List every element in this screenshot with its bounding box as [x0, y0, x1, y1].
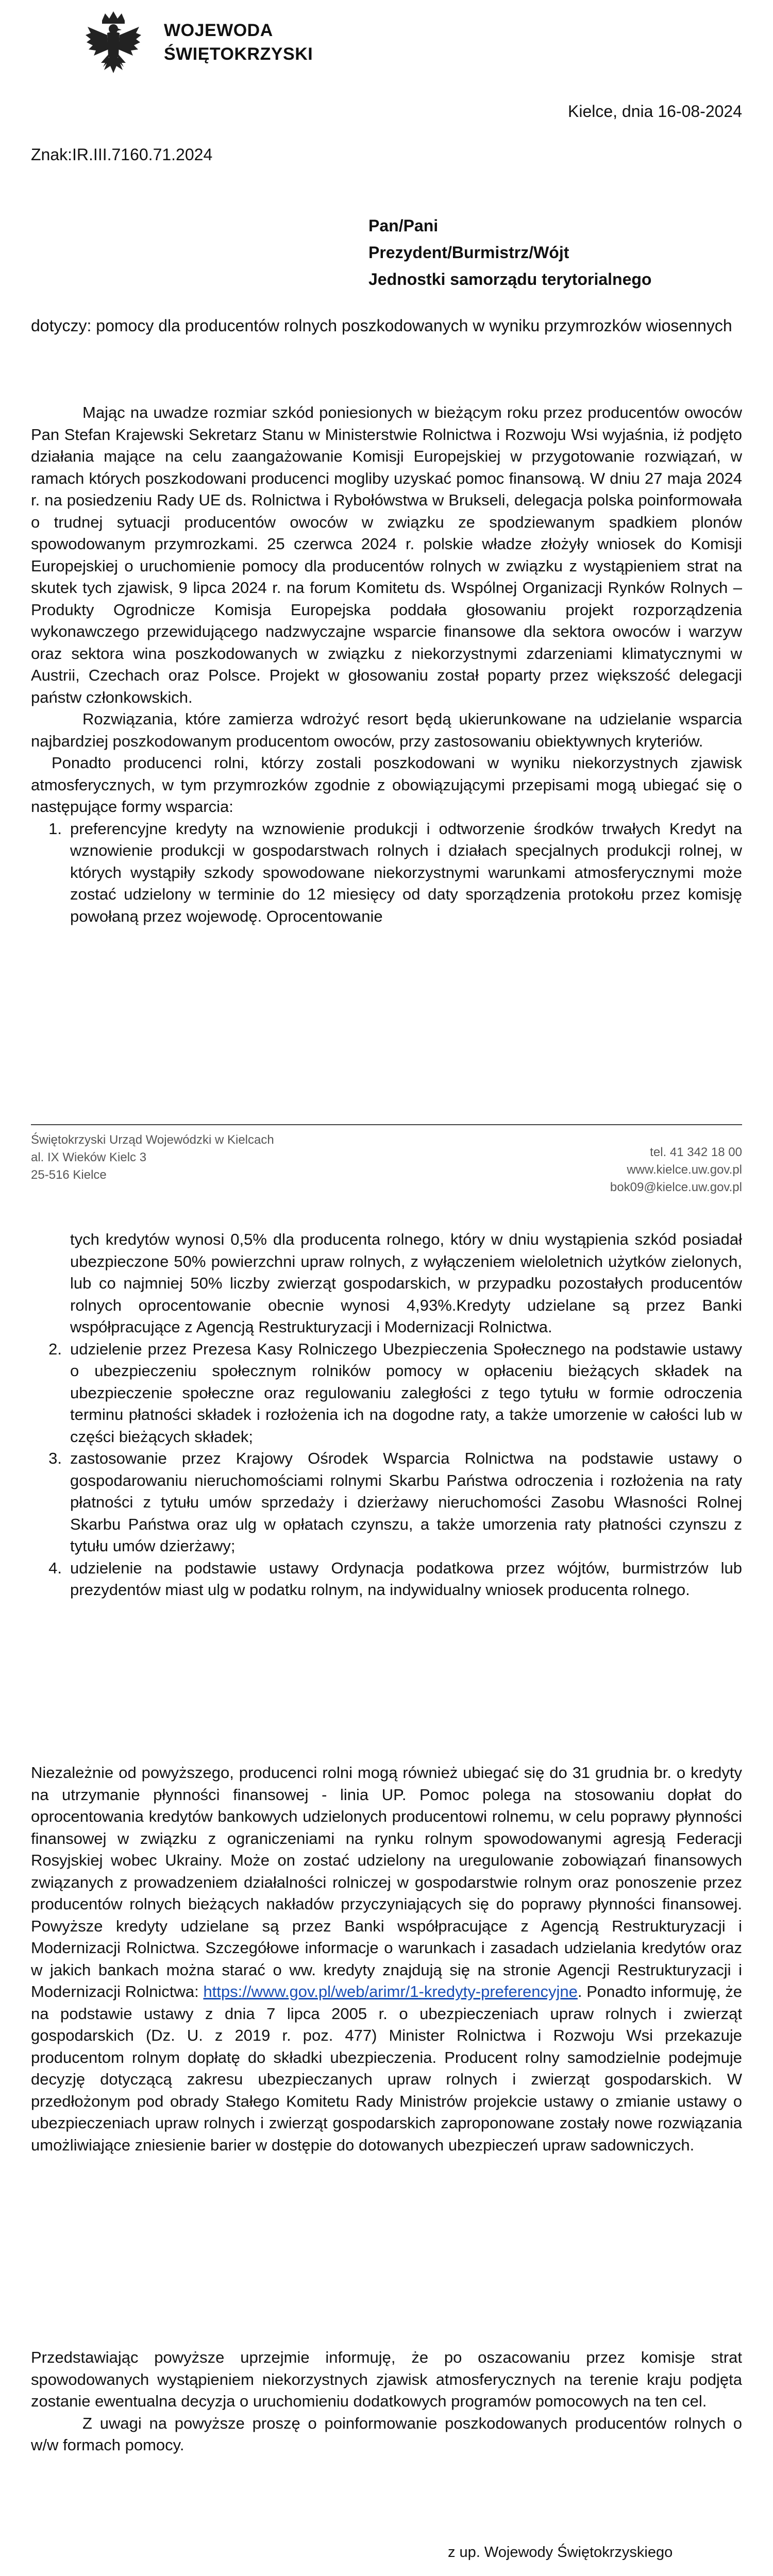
footer-phone: tel. 41 342 18 00: [650, 1145, 742, 1159]
footer-street: al. IX Wieków Kielc 3: [31, 1150, 147, 1164]
recipient-line2: Prezydent/Burmistrz/Wójt: [368, 243, 569, 262]
recipient-block: [368, 212, 651, 293]
recipient-line1: Pan/Pani: [368, 216, 439, 235]
body-page-2-list: [31, 1229, 742, 1601]
paragraph-5: Przedstawiając powyższe uprzejmie informuję, że po oszacowaniu przez komisje strat spowodowanych wystąpieniem niekorzystnych zjawisk atmosferycznych na terenie kraju podjęta zostanie ewentualna decyzja o uruchomieniu dodatkowych programów pomocowych na ten cel.: [31, 2348, 742, 2410]
list-item-number: 1.: [48, 819, 62, 838]
signature-block: [441, 2543, 709, 2576]
list-item: [31, 1338, 742, 1448]
footer-postal: 25-516 Kielce: [31, 1168, 107, 1182]
crowned-eagle-coat-of-arms-icon: [82, 9, 144, 76]
body-page-1: [31, 402, 742, 927]
list-item: [31, 1448, 742, 1557]
list-item-number: 3.: [48, 1449, 62, 1467]
list-item-number: 2.: [48, 1340, 62, 1358]
footer-contact: [610, 1144, 742, 1196]
paragraph-4-text-b: . Ponadto informuję, że na podstawie ustawy z dnia 7 lipca 2005 r. o ubezpieczeniach upraw rolnych i zwierząt gospodarskich (Dz. U. z 2019 r. poz. 477) Minister Rolnictwa i Rozwoju Wsi przekazuje producentom rolnym dopłatę do składki ubezpieczenia. Producent rolny samodzielnie podejmuje decyzję dotyczącą zakresu ubezpieczanych upraw rolnych i zwierząt gospodarskich. W przedłożonym pod obrady Stałego Komitetu Rady Ministrów projekcie ustawy o zmianie ustawy o ubezpieczeniach upraw rolnych i zwierząt gospodarskich zaproponowane zostały nowe rozwiązania umożliwiające zniesienie barier w dostępie do dotowanych ubezpieczeń upraw sadowniczych.: [31, 1982, 743, 2154]
list-item: [31, 1557, 742, 1601]
office-title: [164, 19, 313, 66]
list-item-number: 4.: [48, 1558, 62, 1577]
list-item-text: preferencyjne kredyty na wznowienie produkcji i odtworzenie środków trwałych Kredyt na wznowienie produkcji w gospodarstwach rolnych i działach specjalnych produkcji rolnej, w których wystąpiły szkody spowodowane niekorzystnymi warunkami atmosferycznymi może zostać udzielony w terminie do 12 miesięcy od daty sporządzenia protokołu przez komisję powołaną przez wojewodę. Oprocentowanie: [70, 819, 742, 925]
recipient-line3: Jednostki samorządu terytorialnego: [368, 270, 652, 289]
signature-on-behalf: z up. Wojewody Świętokrzyskiego: [448, 2544, 673, 2561]
paragraph-1: Mając na uwadze rozmiar szkód poniesionych w bieżącym roku przez producentów owoców Pan Stefan Krajewski Sekretarz Stanu w Ministerstwie Rolnictwa i Rozwoju Wsi wyjaśnia, iż podjęto działania mające na celu zaangażowanie Komisji Europejskiej w przygotowanie rozwiązań, w ramach których poszkodowani producenci mogliby uzyskać pomoc finansową. W dniu 27 maja 2024 r. na posiedzeniu Rady UE ds. Rolnictwa i Rybołówstwa w Brukseli, delegacja polska poinformowała o trudnej sytuacji producentów owoców w związku ze spodziewanym spadkiem plonów spowodowanym przymrozkami. 25 czerwca 2024 r. polskie władze złożyły wniosek do Komisji Europejskiej o uruchomienie pomocy dla producentów rolnych w związku z wystąpieniem strat na skutek tych zjawisk, 9 lipca 2024 r. na forum Komitetu ds. Wspólnej Organizacji Rynków Rolnych – Produkty Ogrodnicze Komisja Europejska poddała głosowaniu projekt rozporządzenia wykonawczego przewidującego nadzwyczajne wsparcie finansowe dla sektora owoców i warzyw oraz sektora wina poszkodowanych w związku z niekorzystnymi zdarzeniami klimatycznymi w Austrii, Czechach oraz Polsce. Projekt w głosowaniu został poparty przez większość delegacji państw członkowskich.: [31, 403, 742, 706]
list-item-text: udzielenie na podstawie ustawy Ordynacja podatkowa przez wójtów, burmistrzów lub prezydentów miast ulg w podatku rolnym, na indywidualny wniosek producenta rolnego.: [70, 1558, 742, 1599]
subject-line: dotyczy: pomocy dla producentów rolnych poszkodowanych w wyniku przymrozków wiosennych: [31, 316, 732, 335]
body-page-2-closing: [31, 2347, 742, 2456]
reference-number: Znak:IR.III.7160.71.2024: [31, 145, 213, 164]
footer-email: bok09@kielce.uw.gov.pl: [610, 1180, 742, 1194]
office-title-line1: WOJEWODA: [164, 21, 273, 40]
office-title-line2: ŚWIĘTOKRZYSKI: [164, 44, 313, 64]
support-forms-list: [31, 818, 742, 928]
place-date: Kielce, dnia 16-08-2024: [567, 102, 742, 121]
paragraph-6: Z uwagi na powyższe proszę o poinformowanie poszkodowanych producentów rolnych o w/w formach pomocy.: [31, 2414, 742, 2454]
list-item-text: zastosowanie przez Krajowy Ośrodek Wsparcia Rolnictwa na podstawie ustawy o gospodarowaniu nieruchomościami rolnymi Skarbu Państwa odroczenia i rozłożenia na raty płatności z tytułu umów sprzedaży i dzierżawy nieruchomości Zasobu Własności Rolnej Skarbu Państwa oraz ulg w opłatach czynszu, a także umorzenia raty płatności czynszu z tytułu umów dzierżawy;: [70, 1449, 742, 1555]
footer-website: www.kielce.uw.gov.pl: [627, 1163, 742, 1177]
paragraph-4-text-a: Niezależnie od powyższego, producenci rolni mogą również ubiegać się do 31 grudnia br. o kredyty na utrzymanie płynności finansowej - linia UP. Pomoc polega na stosowaniu dopłat do oprocentowania kredytów bankowych udzielonych producentowi rolnemu, w celu poprawy płynności finansowej w związku z ograniczeniami na rynku rolnym spowodowanymi agresją Federacji Rosyjskiej wobec Ukrainy. Może on zostać udzielony na uregulowanie zobowiązań finansowych związanych z prowadzeniem działalności rolniczej w gospodarstwie rolnym oraz ponoszenie przez producentów rolnych bieżących nakładów przyczyniających się do poprawy płynności finansowej. Powyższe kredyty udzielane są przez Banki współpracujące z Agencją Restrukturyzacji i Modernizacji Rolnictwa. Szczegółowe informacje o warunkach i zasadach udzielania kredytów oraz w jakich bankach można starać o ww. kredyty znajdują się na stronie Agencji Restrukturyzacji i Modernizacji Rolnictwa:: [31, 1764, 742, 2001]
footer-address: [31, 1131, 274, 1184]
body-page-2-additional: [31, 1762, 742, 2156]
footer-divider: [31, 1124, 742, 1125]
list-item-text: udzielenie przez Prezesa Kasy Rolniczego Ubezpieczenia Społecznego na podstawie ustawy o ubezpieczeniu społecznym rolników pomocy w opłaceniu bieżących składek na ubezpieczenie społeczne oraz regulowaniu zaległości z tego tytułu w formie odroczenia terminu płatności składek i rozłożenia ich na dogodne raty, a także umorzenie w całości lub w części bieżących składek;: [70, 1340, 742, 1446]
support-forms-list-continued: [31, 1338, 742, 1601]
footer-org: Świętokrzyski Urząd Wojewódzki w Kielcach: [31, 1133, 274, 1147]
paragraph-2: Rozwiązania, które zamierza wdrożyć resort będą ukierunkowane na udzielanie wsparcia najbardziej poszkodowanym producentom owoców, przy zastosowaniu obiektywnych kryteriów.: [31, 710, 742, 750]
list-item-continuation: tych kredytów wynosi 0,5% dla producenta rolnego, który w dniu wystąpienia szkód posiadał ubezpieczone 50% powierzchni upraw rolnych, z wyłączeniem wieloletnich użytków zielonych, lub co najmniej 50% liczby zwierząt gospodarskich, w przypadku pozostałych producentów rolnych oprocentowanie obecnie wynosi 4,93%.Kredyty udzielane są przez Banki współpracujące z Agencją Restrukturyzacji i Modernizacji Rolnictwa.: [70, 1230, 742, 1336]
paragraph-3: Ponadto producenci rolni, którzy zostali poszkodowani w wyniku niekorzystnych zjawisk atmosferycznych, w tym przymrozków zgodnie z obowiązującymi przepisami mogą ubiegać się o następujące formy wsparcia:: [31, 754, 742, 816]
arimr-preferential-loans-link[interactable]: https://www.gov.pl/web/arimr/1-kredyty-preferencyjne: [203, 1982, 578, 2001]
list-item: [31, 818, 742, 928]
paragraph-4: [31, 1762, 742, 2156]
